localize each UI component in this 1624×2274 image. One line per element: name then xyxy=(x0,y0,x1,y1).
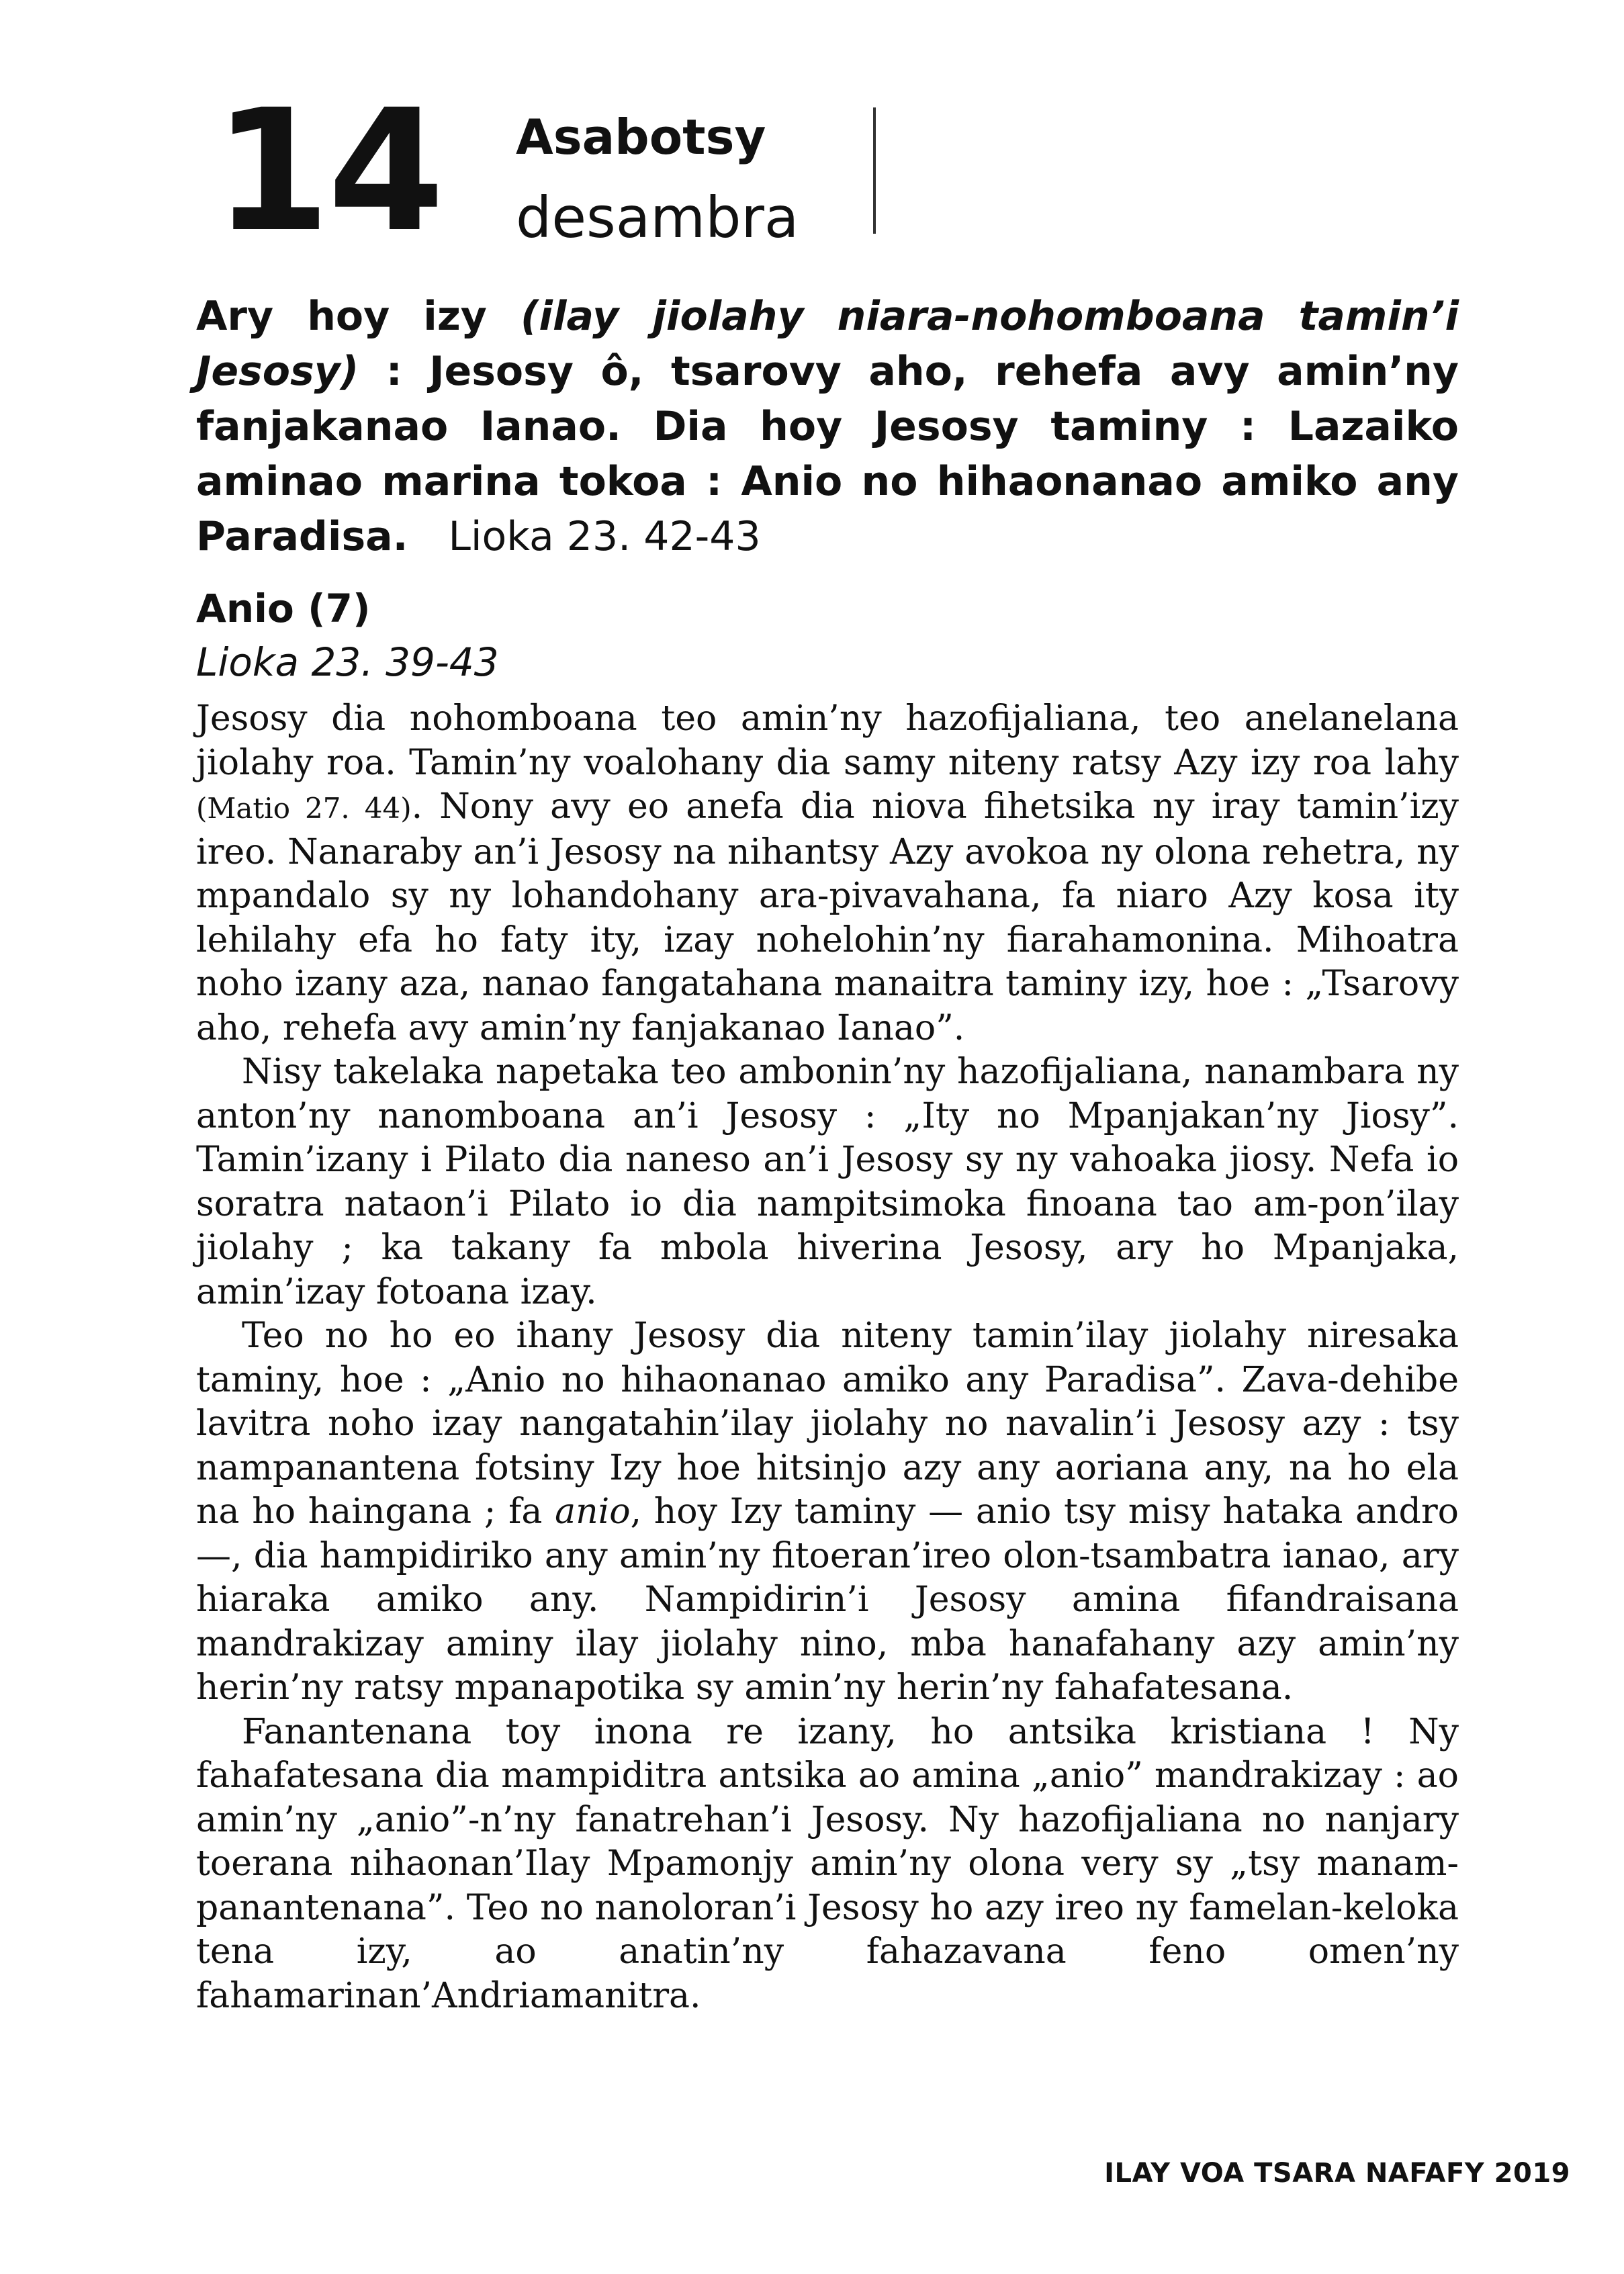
verse-lead: Ary hoy izy xyxy=(196,293,487,340)
weekday-label: Asabotsy xyxy=(516,109,766,165)
day-number: 14 xyxy=(214,73,442,269)
paragraph-1-reference: (Matio 27. 44) xyxy=(196,792,412,825)
verse-reference: Lioka 23. 42-43 xyxy=(448,513,761,560)
meditation-body xyxy=(196,697,1459,2018)
paragraph-3 xyxy=(196,1314,1459,1711)
paragraph-2: Nisy takelaka napetaka teo ambonin’ny hazofijaliana, nanambara ny anton’ny nanomboana an’i Jesosy : „Ity no Mpanjakan’ny Jiosy”. Tamin’izany i Pilato dia naneso an’i Jesosy sy ny vahoaka jiosy. Nefa io soratra nataon’i Pilato io dia nampitsimoka finoana tao am-pon’ilay jiolahy ; ka takany fa mbola hiverina Jesosy, ary ho Mpanjaka, amin’izay fotoana izay. xyxy=(196,1052,1459,1312)
section-reference: Lioka 23. 39-43 xyxy=(196,639,499,685)
verse-text: : Jesosy ô, tsarovy aho, rehefa avy amin’ny fanjakanao Ianao. Dia hoy Jesosy taminy : Lazaiko aminao marina tokoa : Anio no hihaonanao amiko any Paradisa. xyxy=(196,348,1459,560)
verse-note: (ilay jiolahy niara-nohomboana tamin’i Jesosy) xyxy=(196,293,1459,395)
paragraph-4: Fanantenana toy inona re izany, ho antsika kristiana ! Ny fahafatesana dia mampiditra antsika ao amina „anio” mandrakizay : ao amin’ny „anio”-n’ny fanatrehan’i Jesosy. Ny hazofijaliana no nanjary toerana nihaonan’Ilay Mpamonjy amin’ny olona very sy „tsy manam-panantenana”. Teo no nanoloran’i Jesosy ho azy ireo ny famelan-keloka tena izy, ao anatin’ny fahazavana feno omen’ny fahamarinan’Andriamanitra. xyxy=(196,1711,1459,2016)
header-divider xyxy=(873,107,876,234)
paragraph-1-text-b: . Nony avy eo anefa dia niova fihetsika ny iray tamin’izy ireo. Nanaraby an’i Jesosy na nihantsy Azy avokoa ny olona rehetra, ny mpandalo sy ny lohandohany ara-pivavahana, fa niaro Azy kosa ity lehilahy efa ho faty ity, izay nohelohin’ny fiarahamonina. Mihoatra noho izany aza, nanao fangatahana manaitra taminy izy, hoe : „Tsarovy aho, rehefa avy amin’ny fanjakanao Ianao”. xyxy=(196,786,1459,1048)
paragraph-3-text-b: , hoy Izy taminy — anio tsy misy hataka andro —, dia hampidiriko any amin’ny fitoeran’ireo olon-tsambatra ianao, ary hiaraka amiko any. Nampidirin’i Jesosy amina fifandraisana mandrakizay aminy ilay jiolahy nino, mba hanafahany azy amin’ny herin’ny ratsy mpanapotika sy amin’ny herin’ny fahafatesana. xyxy=(196,1492,1459,1708)
section-title: Anio (7) xyxy=(196,586,371,631)
footer-title: ILAY VOA TSARA NAFAFY 2019 xyxy=(1104,2158,1570,2189)
paragraph-3-text-a: Teo no ho eo ihany Jesosy dia niteny tamin’ilay jiolahy niresaka taminy, hoe : „Anio no hihaonanao amiko any Paradisa”. Zava-dehibe lavitra noho izay nangatahin’ilay jiolahy no navalin’i Jesosy azy : tsy nampanantena fotsiny Izy hoe hitsinjo azy any aoriana any, na ho ela na ho haingana ; fa xyxy=(196,1316,1459,1532)
daily-verse xyxy=(196,289,1459,564)
month-label: desambra xyxy=(516,185,799,251)
paragraph-1-text-a: Jesosy dia nohomboana teo amin’ny hazofijaliana, teo anelanelana jiolahy roa. Tamin’ny voalohany dia samy niteny ratsy Azy izy roa lahy xyxy=(196,698,1459,783)
paragraph-3-emphasis: anio xyxy=(555,1492,631,1532)
paragraph-1 xyxy=(196,697,1459,1050)
